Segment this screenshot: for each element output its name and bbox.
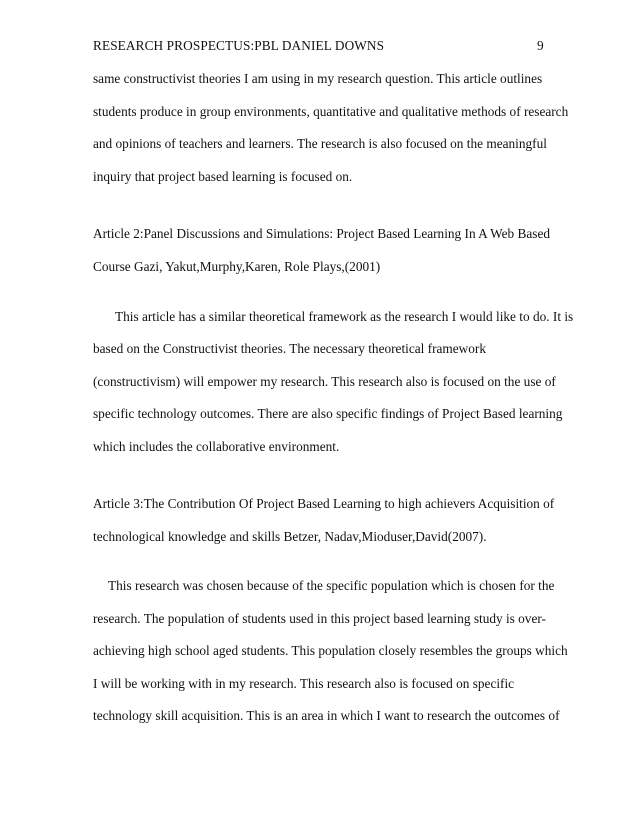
- body-line: This article has a similar theoretical framework as the research I would like to do. It is: [115, 309, 574, 324]
- body-line: achieving high school aged students. This population closely resembles the groups which: [93, 643, 568, 658]
- body-line: (constructivism) will empower my research. This research also is focused on the use of: [93, 374, 556, 389]
- article-3-heading-line: technological knowledge and skills Betzer, Nadav,Mioduser,David(2007).: [93, 529, 487, 544]
- article-2-heading-line: Course Gazi, Yakut,Murphy,Karen, Role Plays,(2001): [93, 259, 381, 274]
- body-line: inquiry that project based learning is focused on.: [93, 169, 353, 184]
- article-2-heading-line: Article 2:Panel Discussions and Simulations: Project Based Learning In A Web Based: [93, 226, 550, 241]
- body-line: and opinions of teachers and learners. The research is also focused on the meaningful: [93, 136, 547, 151]
- body-line: specific technology outcomes. There are also specific findings of Project Based learning: [93, 406, 563, 421]
- body-line: I will be working with in my research. This research also is focused on specific: [93, 676, 515, 691]
- article-3-heading-line: Article 3:The Contribution Of Project Based Learning to high achievers Acquisition of: [93, 496, 555, 511]
- running-head: RESEARCH PROSPECTUS:PBL DANIEL DOWNS: [93, 38, 385, 53]
- page-number: 9: [537, 38, 544, 53]
- body-line: same constructivist theories I am using in my research question. This article outlines: [93, 71, 543, 86]
- body-line: based on the Constructivist theories. The necessary theoretical framework: [93, 341, 486, 356]
- body-line: which includes the collaborative environment.: [93, 439, 340, 454]
- body-line: technology skill acquisition. This is an area in which I want to research the outcomes of: [93, 708, 560, 723]
- body-line: research. The population of students used in this project based learning study is over-: [93, 611, 546, 626]
- body-line: This research was chosen because of the specific population which is chosen for the: [108, 578, 555, 593]
- body-line: students produce in group environments, quantitative and qualitative methods of research: [93, 104, 569, 119]
